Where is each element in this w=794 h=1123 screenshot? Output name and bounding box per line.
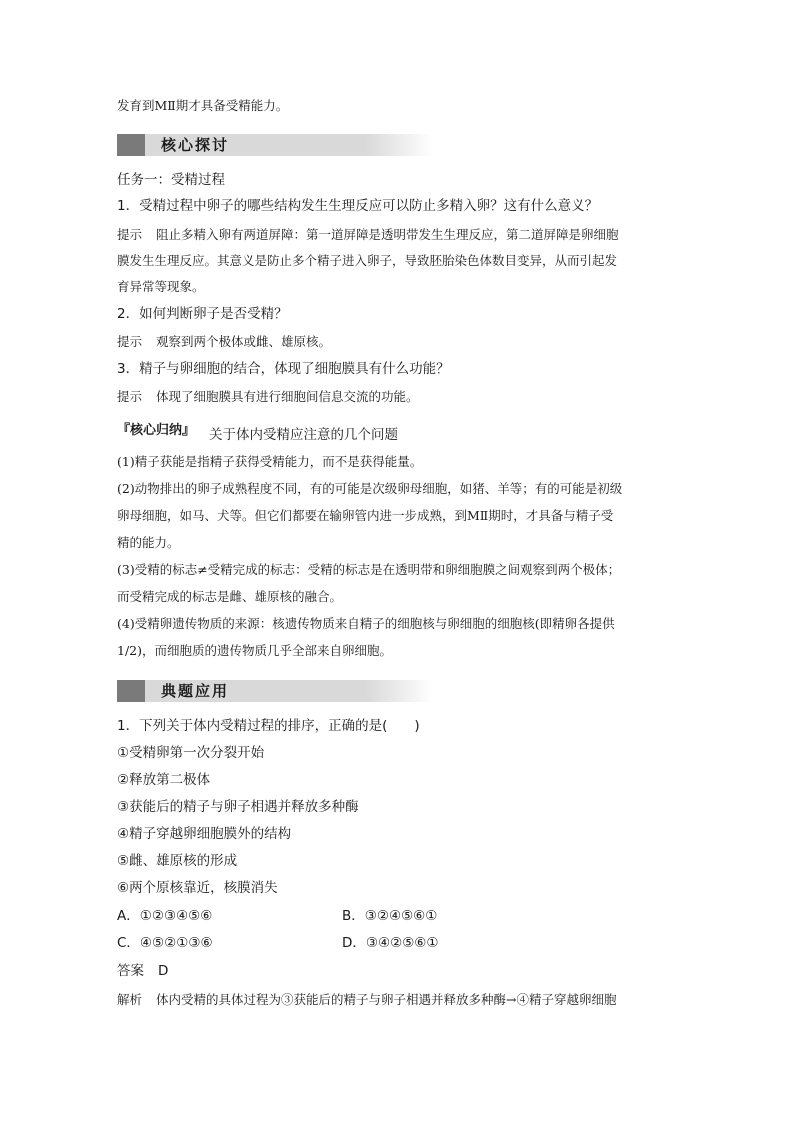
summary-point-4-line-2: 1/2)，而细胞质的遗传物质几乎全部来自卵细胞。 <box>117 643 392 658</box>
hint-text: 观察到两个极体或雌、雄原核。 <box>156 334 332 349</box>
option-d: D．③④②⑤⑥① <box>342 935 439 951</box>
section-title: 核心探讨 <box>161 136 230 154</box>
analysis-text: 体内受精的具体过程为③获能后的精子与卵子相遇并释放多种酶→④精子穿越卵细胞 <box>156 992 617 1007</box>
answer-value: D <box>158 963 169 979</box>
hint-text: 体现了细胞膜具有进行细胞间信息交流的功能。 <box>156 389 419 404</box>
exercise-question-1: 1．下列关于体内受精过程的排序，正确的是( ) <box>117 718 420 734</box>
option-c: C．④⑤②①③⑥ <box>117 935 213 951</box>
summary-point-2-line-2: 卵母细胞，如马、犬等。但它们都要在输卵管内进一步成熟，到MⅡ期时，才具备与精子受 <box>117 508 614 523</box>
process-item: ③获能后的精子与卵子相遇并释放多种酶 <box>117 799 359 815</box>
hint-2 <box>117 333 331 351</box>
answer-line <box>117 962 168 980</box>
hint-1-line-2: 膜发生生理反应。其意义是防止多个精子进入卵子，导致胚胎染色体数目变异，从而引起发 <box>117 253 618 268</box>
question-1: 1．受精过程中卵子的哪些结构发生生理反应可以防止多精入卵？这有什么意义？ <box>117 198 599 214</box>
hint-3 <box>117 388 419 406</box>
summary-point-3-line-2: 而受精完成的标志是雌、雄原核的融合。 <box>117 589 343 604</box>
section-header-typical-questions <box>117 680 433 702</box>
section-header-dark-block <box>117 680 145 702</box>
summary-point-4-line-1: (4)受精卵遗传物质的来源：核遗传物质来自精子的细胞核与卵细胞的细胞核(即精卵各提供 <box>117 616 615 631</box>
process-item: ⑤雌、雄原核的形成 <box>117 853 238 869</box>
continuation-text: 发育到MⅡ期才具备受精能力。 <box>117 98 289 113</box>
section-header-fade <box>365 680 433 702</box>
option-b: B．③②④⑤⑥① <box>342 908 438 924</box>
hint-label: 提示 <box>117 227 143 242</box>
summary-point-1: (1)精子获能是指精子获得受精能力，而不是获得能量。 <box>117 454 423 469</box>
process-item: ②释放第二极体 <box>117 772 211 788</box>
core-summary-tag: 『核心归纳』 <box>117 423 196 438</box>
hint-text: 阻止多精入卵有两道屏障：第一道屏障是透明带发生生理反应，第二道屏障是卵细胞 <box>156 227 619 242</box>
hint-1-line-3: 育异常等现象。 <box>117 279 205 294</box>
process-item: ④精子穿越卵细胞膜外的结构 <box>117 826 292 842</box>
analysis-line <box>117 991 617 1009</box>
section-title: 典题应用 <box>161 682 230 700</box>
analysis-label: 解析 <box>117 992 143 1007</box>
question-3: 3．精子与卵细胞的结合，体现了细胞膜具有什么功能？ <box>117 361 450 377</box>
question-2: 2．如何判断卵子是否受精？ <box>117 306 288 322</box>
section-header-fade <box>365 134 433 156</box>
task-heading: 任务一：受精过程 <box>117 172 225 188</box>
hint-label: 提示 <box>117 389 143 404</box>
hint-1-line-1 <box>117 226 619 244</box>
process-item: ⑥两个原核靠近，核膜消失 <box>117 880 278 896</box>
summary-point-2-line-1: (2)动物排出的卵子成熟程度不同，有的可能是次级卵母细胞，如猪、羊等；有的可能是初级 <box>117 481 623 496</box>
option-a: A．①②③④⑤⑥ <box>117 908 213 924</box>
section-header-dark-block <box>117 134 145 156</box>
summary-point-3-line-1: (3)受精的标志≠受精完成的标志：受精的标志是在透明带和卵细胞膜之间观察到两个极体； <box>117 562 621 577</box>
answer-label: 答案 <box>117 963 144 979</box>
process-item: ①受精卵第一次分裂开始 <box>117 745 265 761</box>
section-header-core-discussion <box>117 134 433 156</box>
core-summary-title: 关于体内受精应注意的几个问题 <box>209 427 398 443</box>
hint-label: 提示 <box>117 334 143 349</box>
summary-point-2-line-3: 精的能力。 <box>117 535 180 550</box>
